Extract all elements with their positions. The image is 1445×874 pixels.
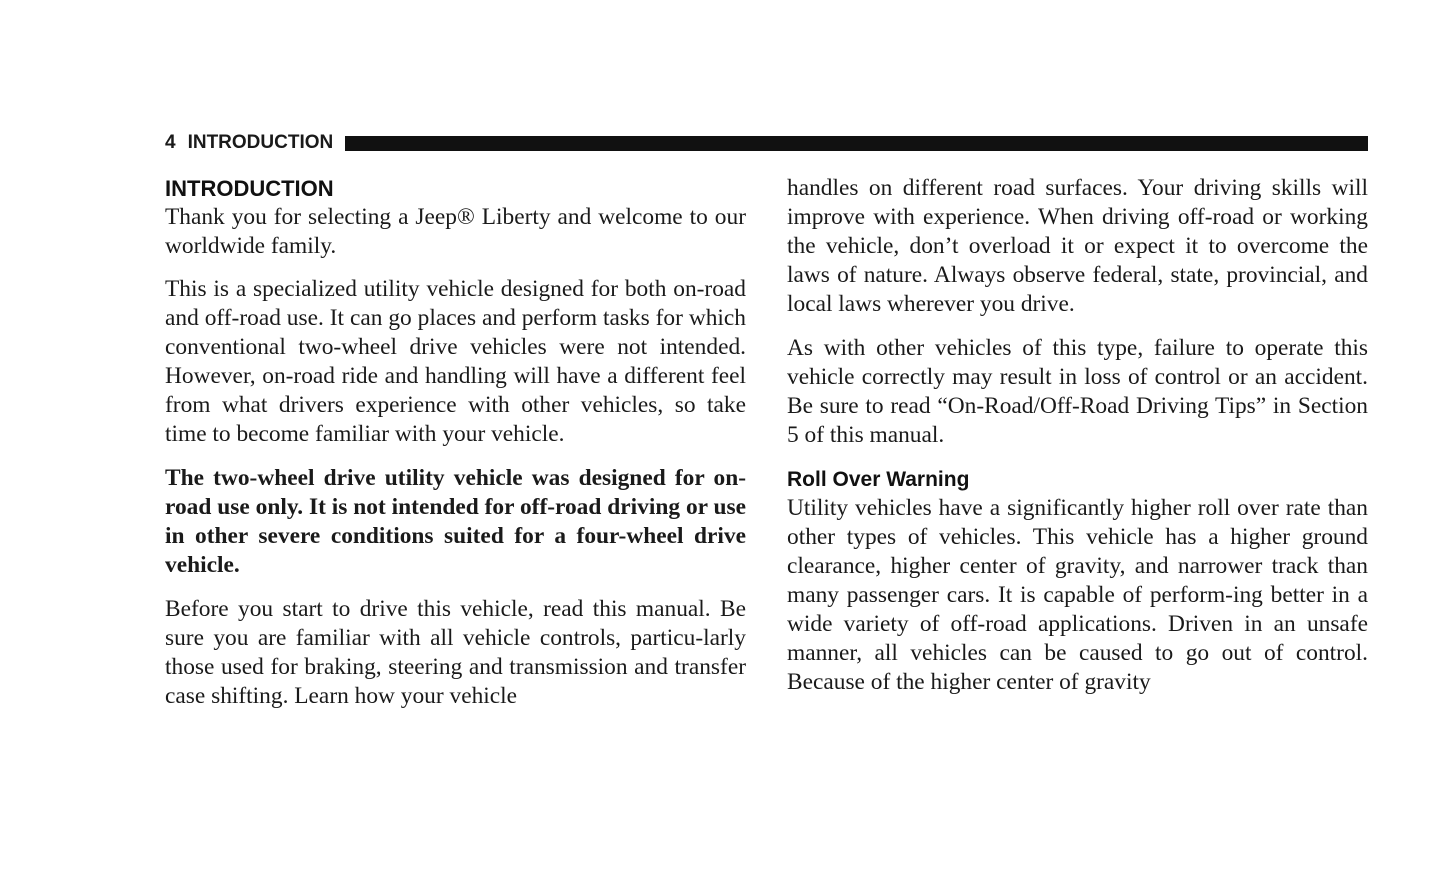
- page-number: 4: [165, 132, 176, 153]
- introduction-heading: INTRODUCTION: [165, 176, 334, 201]
- two-wheel-drive-warning-paragraph: The two-wheel drive utility vehicle was designed for on-road use only. It is not intended for off-road driving or use in other severe conditions suited for a four-wheel drive vehicle.: [165, 465, 746, 578]
- read-manual-paragraph: Before you start to drive this vehicle, read this manual. Be sure you are familiar with all vehicle controls, particu-larly those used for braking, steering and transmission and transfer case shifting. Learn how your vehicle: [165, 596, 746, 709]
- right-column: [787, 174, 1368, 697]
- roll-over-warning-heading: Roll Over Warning: [787, 468, 970, 491]
- roll-over-paragraph: Utility vehicles have a significantly higher roll over rate than other types of vehicles. This vehicle has a higher ground clearance, higher center of gravity, and narrower track than many passenger cars. It is capable of perform-ing better in a wide variety of off-road applications. Driven in an unsafe manner, all vehicles can be caused to go out of control. Because of the higher center of gravity: [787, 495, 1368, 695]
- header-rule: [345, 136, 1368, 151]
- page-header: [165, 131, 1368, 155]
- welcome-paragraph: Thank you for selecting a Jeep® Liberty and welcome to our worldwide family.: [165, 204, 746, 259]
- header-section-title: INTRODUCTION: [187, 132, 334, 153]
- loss-of-control-paragraph: As with other vehicles of this type, failure to operate this vehicle correctly may result in loss of control or an accident. Be sure to read “On-Road/Off-Road Driving Tips” in Section 5 of this manual.: [787, 335, 1368, 448]
- handling-paragraph: handles on different road surfaces. Your driving skills will improve with experience. When driving off-road or working the vehicle, don’t overload it or expect it to overcome the laws of nature. Always observe federal, state, provincial, and local laws wherever you drive.: [787, 175, 1368, 317]
- specialized-vehicle-paragraph: This is a specialized utility vehicle designed for both on-road and off-road use. It can go places and perform tasks for which conventional two-wheel drive vehicles were not intended. However, on-road ride and handling will have a different feel from what drivers experience with other vehicles, so take time to become familiar with your vehicle.: [165, 276, 746, 447]
- left-column: [165, 174, 746, 711]
